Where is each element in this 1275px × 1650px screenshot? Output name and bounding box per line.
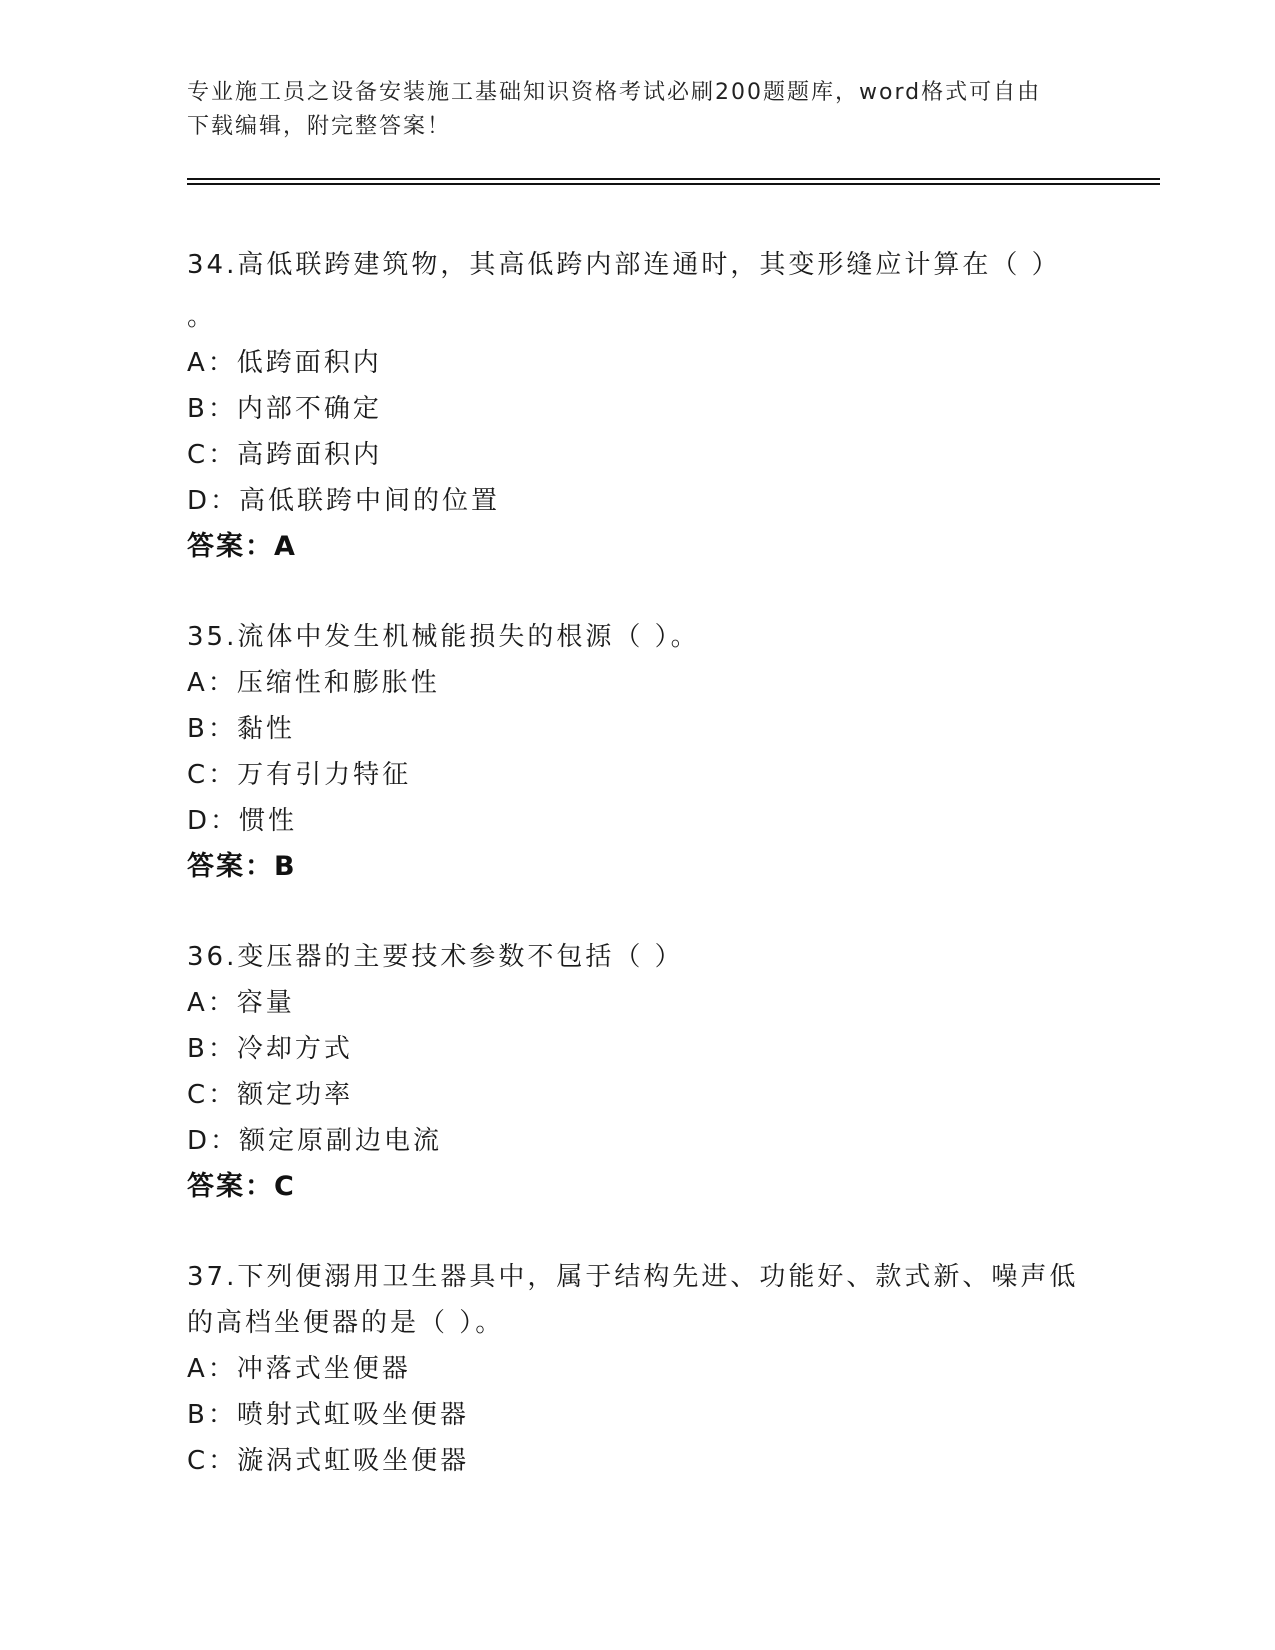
question-37 — [187, 1254, 1087, 1484]
option-a: A：低跨面积内 — [187, 348, 382, 378]
option-b: B：内部不确定 — [187, 394, 382, 424]
option-a: A：冲落式坐便器 — [187, 1354, 411, 1384]
option-c: C：万有引力特征 — [187, 760, 412, 790]
option-b: B：冷却方式 — [187, 1034, 353, 1064]
answer: 答案：A — [187, 531, 297, 562]
header-line-2: 下载编辑，附完整答案！ — [187, 114, 452, 139]
question-35 — [187, 614, 1087, 890]
answer: 答案：B — [187, 851, 297, 882]
question-stem: 37.下列便溺用卫生器具中，属于结构先进、功能好、款式新、噪声低 — [187, 1262, 1079, 1292]
option-d: D：高低联跨中间的位置 — [187, 486, 501, 516]
option-c: C：漩涡式虹吸坐便器 — [187, 1446, 470, 1476]
option-a: A：容量 — [187, 988, 295, 1018]
question-stem-continued: 。 — [187, 302, 217, 332]
header-line-1: 专业施工员之设备安装施工基础知识资格考试必刷200题题库，word格式可自由 — [187, 80, 1042, 105]
question-stem: 36.变压器的主要技术参数不包括（ ） — [187, 942, 684, 972]
question-stem: 35.流体中发生机械能损失的根源（ ）。 — [187, 622, 700, 652]
answer: 答案：C — [187, 1171, 296, 1202]
option-b: B：黏性 — [187, 714, 295, 744]
option-c: C：高跨面积内 — [187, 440, 383, 470]
option-c: C：额定功率 — [187, 1080, 354, 1110]
option-d: D：惯性 — [187, 806, 298, 836]
option-b: B：喷射式虹吸坐便器 — [187, 1400, 469, 1430]
question-stem: 34.高低联跨建筑物，其高低跨内部连通时，其变形缝应计算在（ ） — [187, 250, 1061, 280]
option-a: A：压缩性和膨胀性 — [187, 668, 440, 698]
option-d: D：额定原副边电流 — [187, 1126, 443, 1156]
document-header — [187, 76, 1067, 144]
question-stem-continued: 的高档坐便器的是（ ）。 — [187, 1308, 505, 1338]
question-list — [187, 236, 1087, 1528]
question-34 — [187, 236, 1087, 570]
question-36 — [187, 934, 1087, 1210]
header-divider — [187, 178, 1160, 185]
